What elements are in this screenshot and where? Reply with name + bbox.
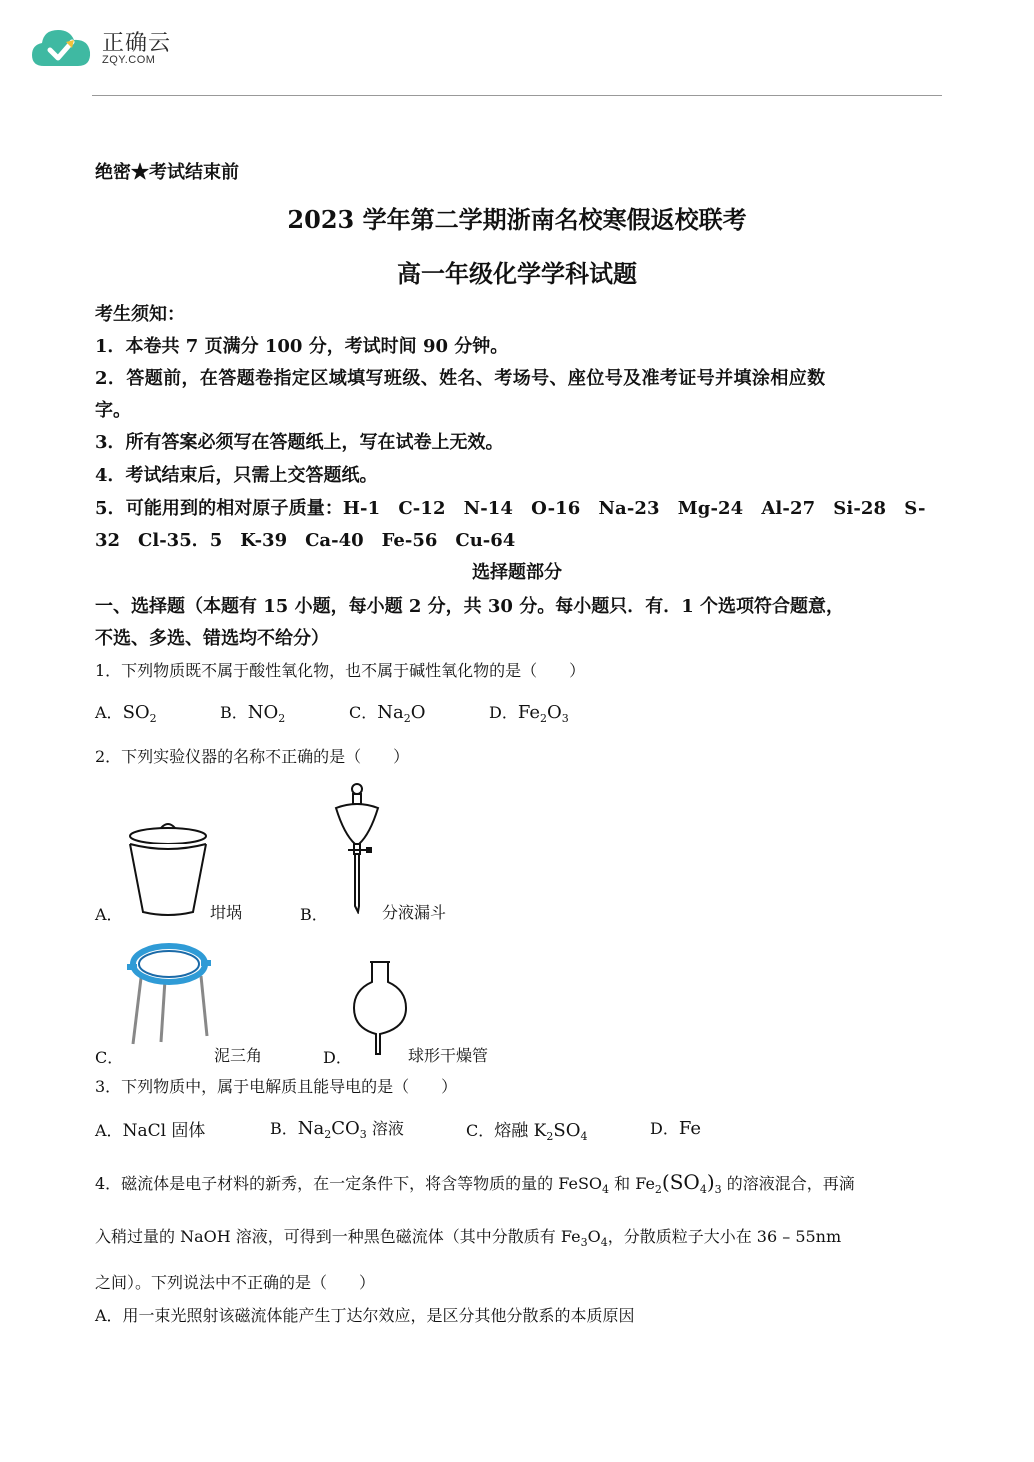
q2-option-d-name: 球形干燥管 xyxy=(408,1046,489,1065)
notice-item: 字。 xyxy=(95,400,131,421)
q2-option-a-name: 坩埚 xyxy=(210,903,243,922)
q3-option-a: A．NaCl 固体 xyxy=(95,1121,206,1141)
exam-title: 2023 学年第二学期浙南名校寒假返校联考 xyxy=(287,205,747,234)
question-1-stem: 1．下列物质既不属于酸性氧化物，也不属于碱性氧化物的是（ ） xyxy=(95,661,586,680)
notice-item: 4．考试结束后，只需上交答题纸。 xyxy=(95,465,378,486)
part-one-instruction: 不选、多选、错选均不给分） xyxy=(95,628,329,649)
brand-name: 正确云 xyxy=(102,31,172,56)
q2-option-b-label: B． xyxy=(300,905,328,924)
notice-heading: 考生须知： xyxy=(95,304,185,325)
q4-option-a: A．用一束光照射该磁流体能产生丁达尔效应，是区分其他分散系的本质原因 xyxy=(95,1306,635,1325)
notice-item: 5．可能用到的相对原子质量：H-1 C-12 N-14 O-16 Na-23 Mg-24 Al-27 Si-28 S- xyxy=(95,498,926,519)
section-title: 选择题部分 xyxy=(472,562,562,583)
q3-option-b: B．$Na_2CO_3$ 溶液 xyxy=(270,1118,404,1141)
clay-triangle-icon xyxy=(125,938,215,1048)
brand-domain: ZQY.COM xyxy=(102,54,156,66)
notice-item: 1．本卷共 7 页满分 100 分，考试时间 90 分钟。 xyxy=(95,336,509,357)
q1-option-c: C．$Na_2O$ xyxy=(349,702,426,725)
crucible-icon xyxy=(125,820,211,918)
question-2-stem: 2．下列实验仪器的名称不正确的是（ ） xyxy=(95,747,410,766)
q1-option-a: A．$SO_2$ xyxy=(95,702,157,725)
q3-option-c: C．熔融 $K_2SO_4$ xyxy=(466,1120,588,1143)
q3-option-d: D．Fe xyxy=(650,1118,702,1139)
q2-option-c-label: C． xyxy=(95,1048,124,1067)
question-3-stem: 3．下列物质中，属于电解质且能导电的是（ ） xyxy=(95,1077,458,1096)
notice-item: 2．答题前，在答题卷指定区域填写班级、姓名、考场号、座位号及准考证号并填涂相应数 xyxy=(95,368,826,389)
notice-item: 32 Cl-35．5 K-39 Ca-40 Fe-56 Cu-64 xyxy=(95,530,516,551)
question-4-line: 入稍过量的 NaOH 溶液，可得到一种黑色磁流体（其中分散质有 $Fe_3O_4$，分散质粒子大小在 36 – 55nm xyxy=(95,1227,842,1249)
q1-option-d: D．$Fe_2O_3$ xyxy=(489,702,569,725)
question-4-line: 之间）。下列说法中不正确的是（ ） xyxy=(95,1273,376,1292)
q1-option-b: B．$NO_2$ xyxy=(220,702,286,725)
exam-subtitle: 高一年级化学学科试题 xyxy=(397,259,637,288)
q2-option-b-name: 分液漏斗 xyxy=(382,903,447,922)
q2-option-a-label: A． xyxy=(95,905,123,924)
part-one-instruction: 一、选择题（本题有 15 小题，每小题 2 分，共 30 分。每小题只．有．1 个选项符合题意， xyxy=(95,596,845,617)
notice-item: 3．所有答案必须写在答题纸上，写在试卷上无效。 xyxy=(95,432,504,453)
separatory-funnel-icon xyxy=(332,782,382,914)
q2-option-c-name: 泥三角 xyxy=(214,1046,263,1065)
question-4-line: 4．磁流体是电子材料的新秀，在一定条件下，将含等物质的量的 FeSO$_4$ 和 $Fe_2(SO_4)_3$ 的溶液混合，再滴 xyxy=(95,1170,855,1196)
header-divider xyxy=(92,95,942,96)
q2-option-d-label: D． xyxy=(323,1048,352,1067)
confidential-mark: 绝密★考试结束前 xyxy=(95,162,239,183)
drying-tube-icon xyxy=(350,958,412,1058)
